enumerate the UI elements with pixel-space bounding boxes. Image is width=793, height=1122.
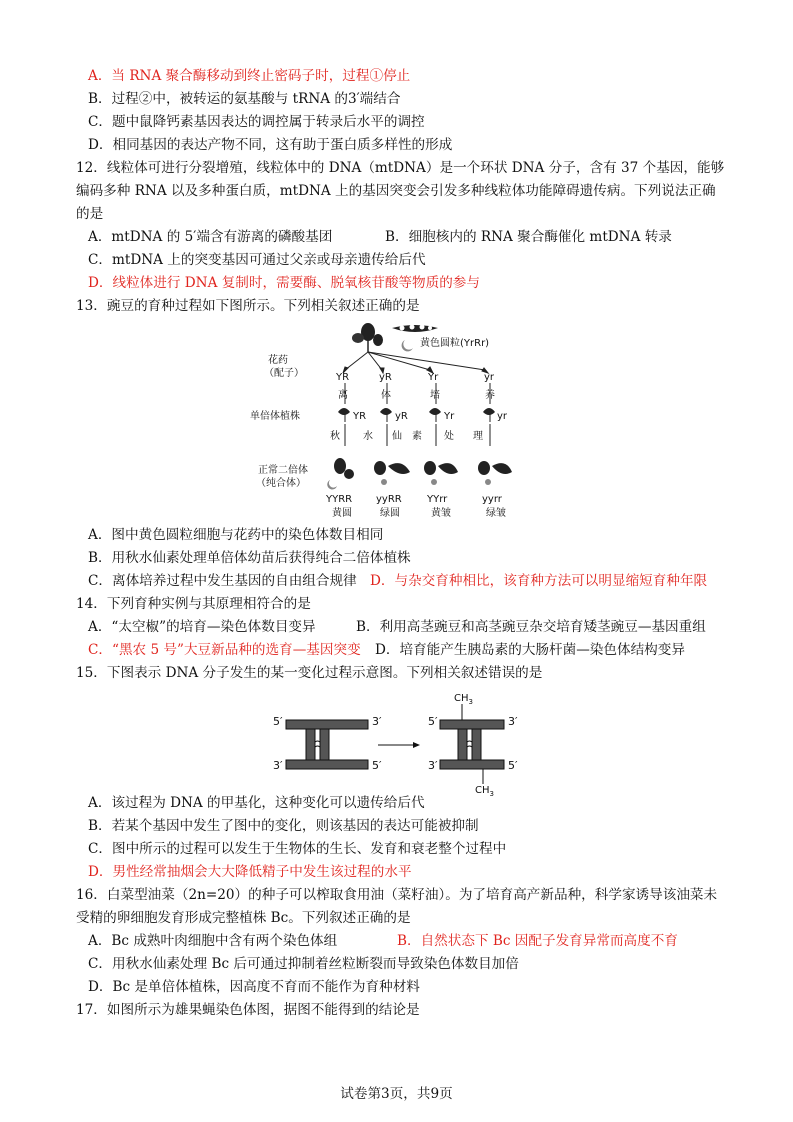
text-line: 16．白菜型油菜（2n=20）的种子可以榨取食用油（菜籽油）。为了培育高产新品种，科学家诱导该油菜未 (76, 887, 718, 903)
text-line: 14．下列育种实例与其原理相符合的是 (76, 596, 311, 612)
dna-before (286, 720, 368, 769)
methylation-diagram (268, 690, 530, 798)
offspring-phenotype-2: 绿圆 (380, 508, 400, 519)
text-line: A．Bc 成熟叶肉细胞中含有两个染色体组 (88, 933, 338, 949)
anther-label: 花药 (268, 355, 288, 366)
gamete-3: Yr (428, 372, 439, 383)
culture-arrows (345, 383, 490, 404)
methyl-bottom: $CH_3$ (475, 785, 494, 798)
text-line: B．用秋水仙素处理单倍体幼苗后获得纯合二倍体植株 (88, 550, 411, 566)
gamete-4: yr (484, 372, 495, 383)
dna-after (440, 704, 504, 784)
text-line: 13．豌豆的育种过程如下图所示。下列相关叙述正确的是 (76, 298, 420, 314)
left-bottom-3prime: 3′ (273, 759, 283, 772)
text-line: 12．线粒体可进行分裂增殖，线粒体中的 DNA（mtDNA）是一个环状 DNA 分子，含有 37 个基因，能够 (76, 160, 725, 176)
gamete-arrows (343, 352, 488, 373)
text-line: 受精的卵细胞发育形成完整植株 Bc。下列叙述正确的是 (76, 910, 411, 926)
text-line: 15．下图表示 DNA 分子发生的某一变化过程示意图。下列相关叙述错误的是 (76, 665, 543, 681)
text-line: D．培育能产生胰岛素的大肠杆菌—染色体结构变异 (375, 642, 685, 658)
treat-char-5: 处 (444, 431, 454, 442)
right-bottom-3prime: 3′ (428, 759, 438, 772)
text-line: A．mtDNA 的 5′端含有游离的磷酸基团 (88, 229, 333, 245)
treat-char-3: 仙 (392, 431, 402, 442)
text-line: A．图中黄色圆粒细胞与花药中的染色体数目相同 (88, 527, 384, 543)
haploid-genotype-3: Yr (444, 411, 455, 422)
offspring-genotype-4: yyrr (482, 494, 502, 505)
treat-char-1: 秋 (330, 431, 340, 442)
offspring-genotype-1: YYRR (326, 494, 353, 505)
text-line: C．离体培养过程中发生基因的自由组合规律 (88, 573, 357, 589)
left-bottom-5prime: 5′ (372, 759, 382, 772)
text-line: D．与杂交育种相比，该育种方法可以明显缩短育种年限 (370, 573, 708, 589)
haploid-genotype-1: YR (353, 411, 367, 422)
parent-plant-icon (352, 323, 383, 352)
culture-char-4: 养 (485, 390, 495, 401)
haploid-genotype-4: yr (497, 411, 508, 422)
left-top-5prime: 5′ (273, 715, 283, 728)
text-line: B．自然状态下 Bc 因配子发育异常而高度不育 (397, 933, 678, 949)
text-line: A．当 RNA 聚合酶移动到终止密码子时，过程①停止 (88, 68, 411, 84)
text-line: C．题中鼠降钙素基因表达的调控属于转录后水平的调控 (88, 114, 425, 130)
gamete-1: YR (336, 372, 350, 383)
culture-char-3: 培 (430, 390, 440, 401)
parent-label: 黄色圆粒(YrRr) (420, 338, 490, 349)
diploid-label: 正常二倍体 (258, 465, 308, 476)
haploid-label: 单倍体植株 (250, 411, 300, 422)
text-line: A．该过程为 DNA 的甲基化，这种变化可以遗传给后代 (88, 795, 425, 811)
offspring-genotype-3: YYrr (427, 494, 448, 505)
right-top-5prime: 5′ (428, 715, 438, 728)
right-bottom-5prime: 5′ (508, 759, 518, 772)
text-line: D．Bc 是单倍体植株，因高度不育而不能作为育种材料 (88, 979, 420, 995)
text-line: B．利用高茎豌豆和高茎豌豆杂交培育矮茎豌豆—基因重组 (356, 619, 706, 635)
gamete-2: yR (379, 372, 392, 383)
pure-line-label: （纯合体） (256, 478, 306, 489)
text-line: C．图中所示的过程可以发生于生物体的生长、发育和衰老整个过程中 (88, 841, 507, 857)
breeding-diagram (250, 318, 550, 524)
offspring-phenotype-1: 黄圆 (332, 508, 352, 519)
text-line: B．过程②中，被转运的氨基酸与 tRNA 的3′端结合 (88, 91, 401, 107)
treat-char-4: 素 (412, 431, 422, 442)
page-footer: 试卷第3页，共9页 (340, 1086, 453, 1102)
treat-char-6: 理 (473, 431, 483, 442)
text-line: 17．如图所示为雄果蝇染色体图，据图不能得到的结论是 (76, 1002, 420, 1018)
text-line: B．若某个基因中发生了图中的变化，则该基因的表达可能被抑制 (88, 818, 479, 834)
text-line: 的是 (76, 206, 104, 222)
text-line: D．男性经常抽烟会大大降低精子中发生该过程的水平 (88, 864, 412, 880)
text-line: C．mtDNA 上的突变基因可通过父亲或母亲遗传给后代 (88, 252, 426, 268)
arrow-icon (378, 742, 420, 748)
gamete-label: （配子） (264, 368, 304, 379)
treat-char-2: 水 (363, 431, 373, 442)
text-line: C．用秋水仙素处理 Bc 后可通过抑制着丝粒断裂而导致染色体数目加倍 (88, 956, 519, 972)
culture-char-2: 体 (381, 390, 391, 401)
offspring-genotype-2: yyRR (376, 494, 402, 505)
diploid-plant-icons (327, 458, 512, 489)
left-top-3prime: 3′ (372, 715, 382, 728)
text-line: B．细胞核内的 RNA 聚合酶催化 mtDNA 转录 (385, 229, 672, 245)
haploid-genotype-2: yR (395, 411, 408, 422)
text-line: A．“太空椒”的培育—染色体数目变异 (88, 619, 316, 635)
pea-pod-icon (392, 325, 438, 333)
right-top-3prime: 3′ (508, 715, 518, 728)
text-line: 编码多种 RNA 以及多种蛋白质，mtDNA 上的基因突变会引发多种线粒体功能障碍遗传病。下列说法正确 (76, 183, 716, 199)
seed-icon (402, 340, 413, 351)
text-line: C．“黑农 5 号”大豆新品种的选育—基因突变 (88, 642, 361, 658)
text-line: D．线粒体进行 DNA 复制时，需要酶、脱氧核苷酸等物质的参与 (88, 275, 480, 291)
culture-char-1: 离 (338, 390, 348, 401)
text-line: D．相同基因的表达产物不同，这有助于蛋白质多样性的形成 (88, 137, 453, 153)
offspring-phenotype-3: 黄皱 (431, 508, 451, 519)
offspring-phenotype-4: 绿皱 (486, 508, 506, 519)
methyl-top: $CH_3$ (454, 693, 473, 706)
